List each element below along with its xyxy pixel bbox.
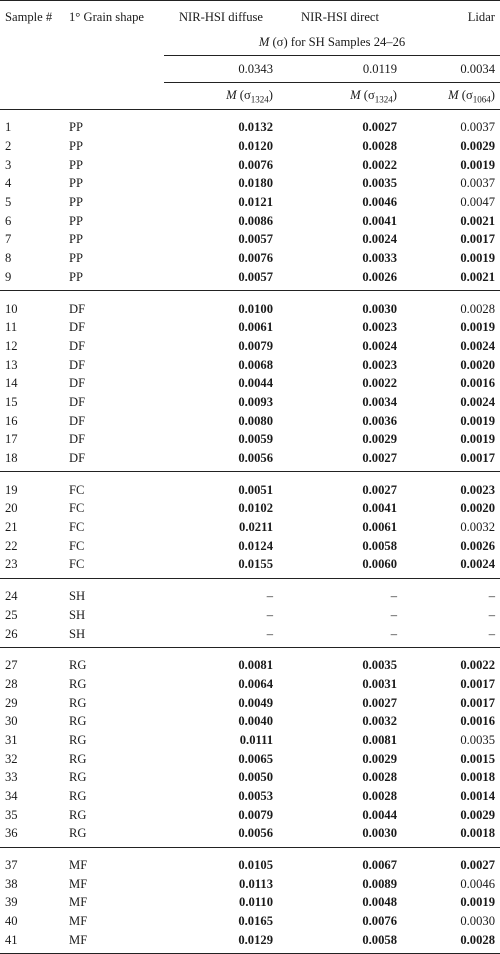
value-nir-direct: 0.0067 [362,858,397,873]
value-nir-direct: 0.0023 [362,320,397,335]
value-nir-direct: 0.0044 [362,807,397,822]
grain-shape: RG [69,789,87,804]
value-lidar: 0.0016 [460,714,495,729]
value-nir-diffuse: 0.0180 [238,176,273,191]
value-nir-direct: 0.0027 [362,482,397,497]
grain-shape: PP [64,268,164,291]
table-row [0,518,500,537]
value-lidar: 0.0020 [460,357,495,372]
value-nir-diffuse: 0.0061 [238,320,273,335]
value-lidar: 0.0017 [402,449,500,472]
m-close: ) [392,87,397,102]
value-nir-diffuse: 0.0132 [238,120,273,135]
table-row [0,805,500,824]
sample-number: 13 [5,357,18,372]
grain-shape: FC [69,501,85,516]
table-row [0,193,500,212]
value-lidar: 0.0047 [460,195,495,210]
value-nir-diffuse: 0.0051 [238,482,273,497]
header-grain-shape: 1° Grain shape [64,1,164,30]
value-nir-diffuse: 0.0068 [238,357,273,372]
sh-value-nir-diffuse: 0.0343 [164,56,278,83]
value-nir-diffuse: 0.0086 [238,213,273,228]
table-row [0,893,500,912]
value-nir-diffuse: 0.0079 [238,807,273,822]
table-body [0,110,500,954]
value-nir-diffuse: 0.0113 [239,876,273,891]
value-nir-direct: 0.0030 [278,824,402,847]
value-nir-diffuse: 0.0155 [164,555,278,578]
value-nir-diffuse: 0.0110 [239,895,273,910]
value-nir-diffuse: 0.0102 [238,501,273,516]
value-nir-diffuse: 0.0100 [238,301,273,316]
value-nir-diffuse: 0.0120 [238,139,273,154]
sample-number: 6 [5,213,12,228]
value-nir-diffuse: 0.0044 [238,376,273,391]
table-row [0,536,500,555]
value-nir-direct: 0.0023 [362,357,397,372]
table-row [0,393,500,412]
sample-number: 4 [5,176,12,191]
sample-number: 18 [0,449,64,472]
table-row [0,731,500,750]
grain-shape: RG [64,824,164,847]
value-nir-direct: 0.0028 [362,789,397,804]
value-nir-diffuse: 0.0065 [238,751,273,766]
value-nir-diffuse: 0.0059 [238,432,273,447]
grain-shape: DF [69,338,86,353]
table-row [0,472,500,499]
header-nir-hsi-diffuse: NIR-HSI diffuse [164,1,278,30]
m-label-nir-direct [278,83,402,110]
sample-number: 9 [0,268,64,291]
value-nir-direct: 0.0022 [362,157,397,172]
grain-shape: RG [69,714,87,729]
sample-number: 25 [5,607,18,622]
sh-caption [164,29,500,56]
grain-shape: PP [69,176,84,191]
value-lidar: 0.0019 [460,895,495,910]
value-lidar: 0.0019 [460,157,495,172]
table-row [0,110,500,137]
value-lidar: 0.0024 [460,338,495,353]
grain-shape: MF [69,895,88,910]
table-row [0,174,500,193]
value-lidar: 0.0030 [460,914,495,929]
table-row [0,449,500,472]
value-lidar: – [488,607,495,622]
m-open: (σ [458,87,473,102]
sample-number: 12 [5,338,18,353]
value-nir-diffuse: 0.0211 [239,520,273,535]
value-nir-direct: 0.0027 [278,449,402,472]
table-row [0,606,500,625]
grain-shape: PP [69,120,84,135]
m-symbol: M [226,87,237,102]
sample-number: 19 [5,482,18,497]
value-nir-diffuse: 0.0105 [238,858,273,873]
value-nir-direct: – [390,607,397,622]
grain-shape: FC [64,555,164,578]
grain-shape: MF [69,876,88,891]
sample-number: 3 [5,157,12,172]
sample-number: 17 [5,432,18,447]
grain-shape: DF [69,357,86,372]
m-close: ) [268,87,273,102]
sample-number: 7 [5,232,12,247]
grain-shape: PP [69,195,84,210]
value-nir-direct: 0.0058 [278,931,402,954]
table-row [0,137,500,156]
value-nir-diffuse: 0.0076 [238,157,273,172]
sample-number: 37 [5,858,18,873]
table-row [0,318,500,337]
table-row [0,430,500,449]
grain-shape: PP [69,157,84,172]
table-row [0,874,500,893]
grain-shape: PP [69,139,84,154]
sample-number: 16 [5,413,18,428]
value-lidar: 0.0021 [460,213,495,228]
sample-number: 36 [0,824,64,847]
sample-number: 11 [5,320,18,335]
sh-values-row [0,56,500,83]
table-row [0,355,500,374]
value-nir-direct: 0.0029 [362,432,397,447]
value-nir-direct: 0.0028 [362,770,397,785]
m-close: ) [490,87,495,102]
m-label-nir-diffuse [164,83,278,110]
grain-shape: SH [69,589,86,604]
value-nir-direct: 0.0022 [362,376,397,391]
grain-shape: FC [69,520,85,535]
table-row [0,268,500,291]
table-row [0,337,500,356]
m-open: (σ [236,87,251,102]
table-row [0,931,500,954]
m-sub: 1064 [472,94,491,105]
m-symbol: M [350,87,361,102]
sample-number: 2 [5,139,12,154]
value-lidar: – [488,589,495,604]
grain-shape: DF [69,301,86,316]
value-nir-diffuse: 0.0093 [238,394,273,409]
sample-number: 39 [5,895,18,910]
table-row [0,624,500,647]
header-lidar: Lidar [402,1,500,30]
table-row [0,555,500,578]
grain-shape: FC [69,538,85,553]
value-nir-direct: 0.0041 [362,501,397,516]
grain-shape: MF [64,931,164,954]
grain-shape: MF [69,914,88,929]
value-nir-diffuse: 0.0124 [238,538,273,553]
sample-number: 26 [0,624,64,647]
value-nir-diffuse: 0.0056 [164,824,278,847]
value-lidar: 0.0037 [460,176,495,191]
value-lidar: 0.0019 [460,432,495,447]
m-symbol: M [448,87,459,102]
sample-number: 14 [5,376,18,391]
m-label-row [0,83,500,110]
sh-value-nir-direct: 0.0119 [278,56,402,83]
value-nir-direct: 0.0089 [362,876,397,891]
value-nir-direct: 0.0058 [362,538,397,553]
table-row [0,693,500,712]
value-lidar: 0.0024 [402,555,500,578]
value-nir-direct: 0.0027 [362,695,397,710]
value-lidar: 0.0017 [460,676,495,691]
value-lidar: 0.0018 [460,770,495,785]
value-nir-diffuse: 0.0165 [238,914,273,929]
value-nir-diffuse: 0.0053 [238,789,273,804]
table-row [0,712,500,731]
sh-caption-text: (σ) for SH Samples 24–26 [269,34,406,49]
value-lidar: 0.0035 [460,732,495,747]
value-nir-direct: – [278,624,402,647]
value-nir-diffuse: 0.0057 [238,232,273,247]
table-row [0,578,500,605]
value-nir-direct: 0.0028 [362,139,397,154]
value-nir-diffuse: 0.0111 [239,732,273,747]
value-nir-direct: 0.0030 [362,301,397,316]
sample-number: 21 [5,520,18,535]
value-nir-direct: 0.0026 [278,268,402,291]
m-sub: 1324 [374,94,393,105]
value-nir-direct: 0.0061 [362,520,397,535]
sample-number: 41 [0,931,64,954]
grain-shape: RG [69,770,87,785]
sample-number: 15 [5,394,18,409]
header-nir-hsi-direct: NIR-HSI direct [278,1,402,30]
value-lidar: 0.0029 [460,139,495,154]
value-lidar: 0.0020 [460,501,495,516]
sample-number: 10 [5,301,18,316]
table-row [0,230,500,249]
grain-shape: PP [69,251,84,266]
sample-number: 30 [5,714,18,729]
value-nir-diffuse: 0.0079 [238,338,273,353]
table-row [0,912,500,931]
value-lidar: 0.0027 [460,858,495,873]
table-row [0,847,500,874]
value-lidar: – [402,624,500,647]
value-nir-direct: 0.0024 [362,338,397,353]
table-row [0,211,500,230]
value-nir-direct: 0.0027 [362,120,397,135]
value-nir-direct: 0.0048 [362,895,397,910]
table-row [0,787,500,806]
sample-number: 38 [5,876,18,891]
value-lidar: 0.0021 [402,268,500,291]
value-nir-diffuse: 0.0081 [238,658,273,673]
value-lidar: 0.0015 [460,751,495,766]
table-row [0,291,500,318]
table-header [0,1,500,110]
value-lidar: 0.0026 [460,538,495,553]
value-lidar: 0.0046 [460,876,495,891]
sample-number: 28 [5,676,18,691]
header-row [0,1,500,30]
value-lidar: 0.0028 [402,931,500,954]
value-nir-diffuse: – [266,607,273,622]
sample-number: 22 [5,538,18,553]
value-nir-diffuse: 0.0050 [238,770,273,785]
sample-number: 32 [5,751,18,766]
value-lidar: 0.0023 [460,482,495,497]
value-lidar: 0.0017 [460,232,495,247]
value-nir-direct: 0.0060 [278,555,402,578]
sample-number: 24 [5,589,18,604]
sample-number: 34 [5,789,18,804]
sample-number: 20 [5,501,18,516]
value-lidar: 0.0037 [460,120,495,135]
value-nir-direct: 0.0036 [362,413,397,428]
header-sample-number: Sample # [0,1,64,30]
value-nir-direct: 0.0031 [362,676,397,691]
sample-number: 8 [5,251,12,266]
table-row [0,749,500,768]
value-nir-direct: – [390,589,397,604]
value-nir-diffuse: 0.0056 [164,449,278,472]
grain-shape: RG [69,658,87,673]
grain-shape: RG [69,732,87,747]
grain-shape: RG [69,807,87,822]
table-row [0,647,500,674]
value-lidar: 0.0019 [460,413,495,428]
grain-shape: DF [69,320,86,335]
sample-number: 23 [0,555,64,578]
value-nir-direct: 0.0034 [362,394,397,409]
grain-shape: SH [64,624,164,647]
value-nir-direct: 0.0029 [362,751,397,766]
value-nir-diffuse: 0.0057 [164,268,278,291]
table-row [0,155,500,174]
table-row [0,768,500,787]
value-lidar: 0.0017 [460,695,495,710]
value-nir-diffuse: 0.0040 [238,714,273,729]
value-lidar: 0.0016 [460,376,495,391]
table-row [0,499,500,518]
grain-shape: DF [64,449,164,472]
sh-caption-m: M [258,34,270,49]
sample-number: 29 [5,695,18,710]
m-open: (σ [360,87,375,102]
m-label-lidar [402,83,500,110]
value-nir-direct: 0.0081 [362,732,397,747]
value-nir-diffuse: – [164,624,278,647]
value-lidar: 0.0019 [460,320,495,335]
grain-shape: PP [69,232,84,247]
sample-number: 1 [5,120,12,135]
sample-number: 40 [5,914,18,929]
table-row [0,249,500,268]
sample-number: 31 [5,732,18,747]
grain-shape: RG [69,676,87,691]
grain-shape: MF [69,858,88,873]
value-nir-direct: 0.0032 [362,714,397,729]
value-nir-diffuse: 0.0121 [238,195,273,210]
value-nir-direct: 0.0041 [362,213,397,228]
value-lidar: 0.0018 [402,824,500,847]
grain-shape: FC [69,482,85,497]
value-nir-diffuse: 0.0080 [238,413,273,428]
value-nir-diffuse: 0.0064 [238,676,273,691]
grain-shape: DF [69,413,86,428]
sample-number: 35 [5,807,18,822]
grain-shape: PP [69,213,84,228]
value-nir-direct: 0.0035 [362,658,397,673]
sh-caption-row [0,29,500,56]
sample-number: 27 [5,658,18,673]
grain-shape: RG [69,751,87,766]
m-sub: 1324 [250,94,269,105]
table-row [0,675,500,694]
grain-shape: DF [69,376,86,391]
sample-number: 33 [5,770,18,785]
grain-shape: DF [69,394,86,409]
value-lidar: 0.0032 [460,520,495,535]
value-lidar: 0.0024 [460,394,495,409]
table-row [0,411,500,430]
grain-shape: DF [69,432,86,447]
value-lidar: 0.0019 [460,251,495,266]
value-nir-diffuse: 0.0129 [164,931,278,954]
value-nir-direct: 0.0035 [362,176,397,191]
grain-shape: RG [69,695,87,710]
value-lidar: 0.0022 [460,658,495,673]
value-lidar: 0.0028 [460,301,495,316]
grain-shape: SH [69,607,86,622]
value-nir-diffuse: 0.0076 [238,251,273,266]
sh-value-lidar: 0.0034 [402,56,500,83]
value-lidar: 0.0014 [460,789,495,804]
table-row [0,374,500,393]
value-nir-direct: 0.0033 [362,251,397,266]
sample-number: 5 [5,195,12,210]
value-lidar: 0.0029 [460,807,495,822]
value-nir-diffuse: – [266,589,273,604]
value-nir-direct: 0.0046 [362,195,397,210]
value-nir-diffuse: 0.0049 [238,695,273,710]
value-nir-direct: 0.0076 [362,914,397,929]
value-nir-direct: 0.0024 [362,232,397,247]
